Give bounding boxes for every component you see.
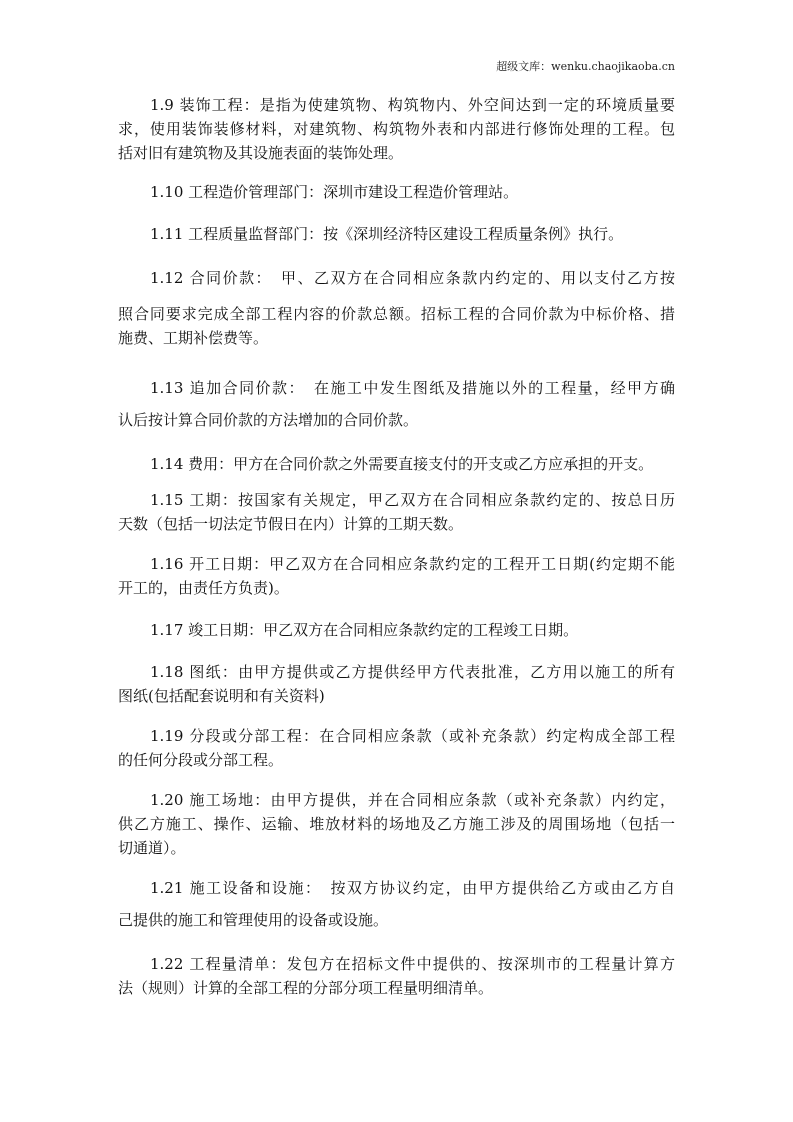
paragraph-line: 1.17 竣工日期：甲乙双方在合同相应条款约定的工程竣工日期。 [150,621,579,639]
paragraph-line: 图纸(包括配套说明和有关资料) [118,687,325,705]
paragraph-line: 开工的，由责任方负责)。 [118,579,289,597]
paragraph-line: 1.13 追加合同价款： 在施工中发生图纸及措施以外的工程量，经甲方确 [150,379,675,397]
paragraph-line: 1.21 施工设备和设施： 按双方协议约定，由甲方提供给乙方或由乙方自 [150,879,675,897]
paragraph-line: 1.20 施工场地：由甲方提供，并在合同相应条款（或补充条款）内约定， [150,791,675,809]
paragraph-line: 括对旧有建筑物及其设施表面的装饰处理。 [118,144,404,162]
paragraph-line: 的任何分段或分部工程。 [118,751,284,769]
paragraph-line: 供乙方施工、操作、运输、堆放材料的场地及乙方施工涉及的周围场地（包括一 [118,815,675,833]
paragraph-line: 1.9 装饰工程：是指为使建筑物、构筑物内、外空间达到一定的环境质量要 [150,96,675,114]
paragraph-line: 1.18 图纸：由甲方提供或乙方提供经甲方代表批准，乙方用以施工的所有 [150,663,675,681]
paragraph-line: 求，使用装饰装修材料，对建筑物、构筑物外表和内部进行修饰处理的工程。包 [118,120,675,138]
paragraph-line: 法（规则）计算的全部工程的分部分项工程量明细清单。 [118,979,494,997]
paragraph-line: 1.12 合同价款： 甲、乙双方在合同相应条款内约定的、用以支付乙方按 [150,269,675,287]
paragraph-line: 1.11 工程质量监督部门：按《深圳经济特区建设工程质量条例》执行。 [150,225,624,243]
paragraph-line: 1.16 开工日期：甲乙双方在合同相应条款约定的工程开工日期(约定期不能 [150,555,675,573]
paragraph-line: 己提供的施工和管理使用的设备或设施。 [118,911,389,929]
paragraph-line: 1.22 工程量清单：发包方在招标文件中提供的、按深圳市的工程量计算方 [150,955,675,973]
paragraph-line: 认后按计算合同价款的方法增加的合同价款。 [118,411,419,429]
paragraph-line: 1.15 工期：按国家有关规定，甲乙双方在合同相应条款约定的、按总日历 [150,491,675,509]
paragraph-line: 天数（包括一切法定节假日在内）计算的工期天数。 [118,515,464,533]
paragraph-line: 1.19 分段或分部工程：在合同相应条款（或补充条款）约定构成全部工程 [150,727,675,745]
paragraph-line: 施费、工期补偿费等。 [118,329,269,347]
paragraph-line: 1.10 工程造价管理部门：深圳市建设工程造价管理站。 [150,183,519,201]
paragraph-line: 切通道）。 [118,839,186,857]
page-header: 超级文库：wenku.chaojikaoba.cn [496,60,675,73]
paragraph-line: 1.14 费用：甲方在合同价款之外需要直接支付的开支或乙方应承担的开支。 [150,455,654,473]
paragraph-line: 照合同要求完成全部工程内容的价款总额。招标工程的合同价款为中标价格、措 [118,305,675,323]
